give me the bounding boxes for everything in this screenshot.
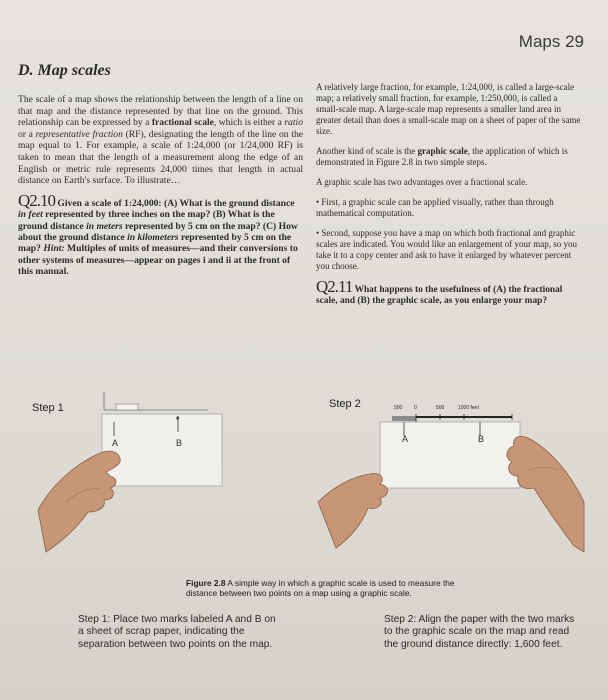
svg-text:★: ★	[175, 416, 181, 422]
step-1-description: Step 1: Place two marks labeled A and B on a sheet of scrap paper, indicating the separation between two points on the map.	[78, 614, 276, 650]
point-a-step-1: A	[112, 438, 119, 448]
scale-tick-4: 1000 feet	[458, 405, 479, 411]
advantages-paragraph: A graphic scale has two advantages over a fractional scale.	[316, 177, 528, 187]
left-hand-step-2	[318, 474, 388, 548]
question-number: Q2.11	[316, 277, 353, 296]
right-column	[316, 82, 581, 307]
right-hand-step-2	[507, 436, 584, 552]
question-number: Q2.10	[18, 190, 56, 210]
step-2-scene	[318, 414, 584, 552]
graphic-scale-paragraph: Another kind of scale is the graphic scale, the application of which is demonstrated in Figure 2.8 in two simple steps.	[316, 146, 568, 167]
point-b-step-1: B	[176, 438, 183, 448]
figure-illustration	[18, 392, 588, 592]
step-1-label: Step 1	[32, 402, 64, 414]
advantage-bullet-1: • First, a graphic scale can be applied visually, rather than through mathematical computation.	[316, 197, 554, 218]
scale-size-paragraph: A relatively large fraction, for example, 1:24,000, is called a large-scale map; a relatively small fraction, for example, 1:250,000, is called a small-scale map. A large-scale map represents a smaller land area in greater detail than does a small-scale map on a sheet of paper of the same size.	[316, 82, 581, 136]
page-header: Maps 29	[518, 32, 584, 51]
left-column	[18, 62, 303, 278]
question-2-10: Q2.10 Given a scale of 1:24,000: (A) What is the ground distance in feet represented by three inches on the map? (B) What is the ground distance in meters represented by 5 cm on the map? (C) How about the ground distance in kilometers represented by 5 cm on the map? Hint: Multiples of units of measures—and their conversions to other systems of measures—appear on pages i and ii at the front of this manual.	[18, 190, 298, 278]
point-a-step-2: A	[402, 434, 409, 444]
scrap-paper	[102, 414, 222, 486]
question-2-11: Q2.11 What happens to the usefulness of (A) the fractional scale, and (B) the graphic scale, as you enlarge your map?	[316, 277, 563, 306]
step-2-description: Step 2: Align the paper with the two marks to the graphic scale on the map and read the ground distance directly: 1,600 feet.	[384, 614, 575, 650]
scrap-paper-step-2	[380, 422, 520, 488]
step-1-scene	[38, 392, 222, 552]
step-2-label: Step 2	[329, 398, 361, 410]
intro-paragraph: The scale of a map shows the relationship between the length of a line on that map and the distance represented by that line on the ground. This relationship can be expressed by a fractional scale, which is either a ratio or a representative fraction (RF), designating the length of the line on the map equal to 1. For example, a scale of 1:24,000 (or 1/24,000 RF) is taken to mean that the length of a measurement along the edge of an English or metric rule represents 24,000 times that length in actual distance on Earth's surface. To illustrate…	[18, 94, 304, 187]
point-b-step-2: B	[478, 434, 485, 444]
scale-tick-1: 500	[394, 405, 403, 411]
figure-caption: Figure 2.8 A simple way in which a graphic scale is used to measure the distance between two points on a map using a graphic scale.	[186, 578, 455, 598]
scale-bar-black	[392, 416, 416, 421]
left-hand-step-1	[38, 451, 120, 552]
figure-2-8	[18, 392, 588, 592]
scale-tick-3: 500	[436, 405, 445, 411]
scale-tick-2: 0	[414, 405, 417, 411]
section-title: D. Map scales	[18, 62, 111, 79]
advantage-bullet-2: • Second, suppose you have a map on which both fractional and graphic scales are indicated. You would like an enlargement of your map, so you take it to a copy center and ask to have it enlarged by whatever percent you choose.	[316, 228, 578, 271]
